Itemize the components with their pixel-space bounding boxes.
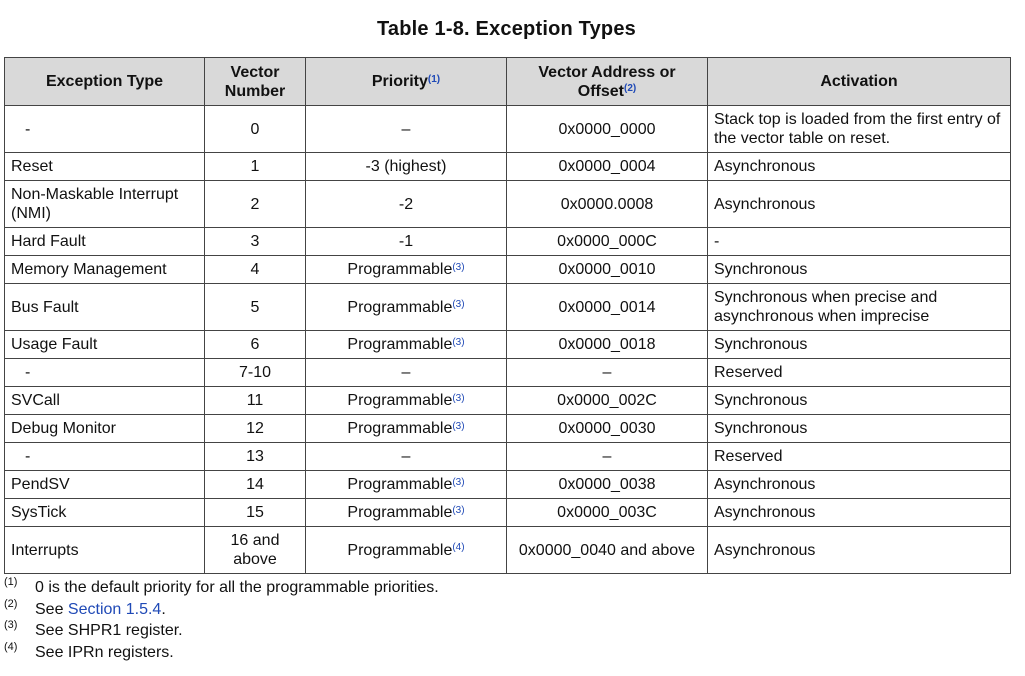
table-row — [5, 359, 1011, 387]
table-title: Table 1-8. Exception Types — [377, 18, 636, 40]
table-row — [5, 471, 1011, 499]
cell-activation: Asynchronous — [708, 153, 1011, 181]
footnote-ref-link[interactable]: (3) — [452, 504, 465, 516]
table-row — [5, 443, 1011, 471]
table-row — [5, 153, 1011, 181]
footnote-text: See Section 1.5.4. — [35, 600, 166, 618]
footnote-number: (4) — [4, 640, 18, 653]
cell-priority: – — [306, 359, 507, 387]
table-row — [5, 106, 1011, 153]
section-link[interactable]: Section 1.5.4 — [67, 600, 162, 618]
table-row — [5, 415, 1011, 443]
footnote-number: (3) — [4, 619, 18, 631]
cell-activation: Asynchronous — [708, 499, 1011, 527]
cell-activation: Synchronous — [708, 331, 1011, 359]
cell-priority: -3 (highest) — [306, 153, 507, 181]
table-row — [5, 527, 1011, 574]
cell-vector-number: 1 — [205, 153, 306, 181]
cell-vector-number: 3 — [205, 228, 306, 256]
cell-priority: -1 — [306, 228, 507, 256]
footnote-ref-2-link[interactable]: (2) — [624, 83, 637, 95]
cell-vector-number: 2 — [205, 181, 306, 228]
footnote-ref-link[interactable]: (3) — [452, 261, 465, 273]
table-header-row — [5, 58, 1011, 106]
cell-exception-type: Reset — [5, 153, 205, 181]
table-row — [5, 387, 1011, 415]
cell-exception-type: Hard Fault — [5, 228, 205, 256]
cell-vector-address: 0x0000_0004 — [507, 153, 708, 181]
header-vector-number: Vector Number — [205, 58, 306, 106]
cell-vector-address: 0x0000_000C — [507, 228, 708, 256]
cell-vector-number: 16 and above — [205, 527, 306, 574]
cell-activation: Asynchronous — [708, 471, 1011, 499]
cell-vector-number: 13 — [205, 443, 306, 471]
cell-vector-address: 0x0000_002C — [507, 387, 708, 415]
table-row — [5, 331, 1011, 359]
cell-vector-number: 4 — [205, 256, 306, 284]
table-row — [5, 256, 1011, 284]
cell-exception-type: Usage Fault — [5, 331, 205, 359]
cell-activation: Synchronous when precise and asynchronous when imprecise — [708, 284, 1011, 331]
cell-vector-number: 15 — [205, 499, 306, 527]
footnote-ref-1-link[interactable]: (1) — [427, 73, 441, 85]
footnote-ref-link[interactable]: (3) — [452, 420, 465, 432]
footnotes — [4, 577, 439, 663]
header-exception-type: Exception Type — [5, 58, 205, 106]
cell-priority: Programmable$^{(3)}$ — [306, 331, 507, 359]
table-row — [5, 181, 1011, 228]
cell-vector-number: 5 — [205, 284, 306, 331]
cell-exception-type: - — [5, 106, 205, 153]
table-row — [5, 499, 1011, 527]
table-row — [5, 284, 1011, 331]
cell-vector-address: 0x0000_0018 — [507, 331, 708, 359]
cell-exception-type: Non-Maskable Interrupt (NMI) — [5, 181, 205, 228]
cell-activation: Asynchronous — [708, 527, 1011, 574]
cell-vector-number: 12 — [205, 415, 306, 443]
footnote-1 — [4, 577, 439, 599]
cell-vector-number: 14 — [205, 471, 306, 499]
cell-vector-address: 0x0000_0040 and above — [507, 527, 708, 574]
cell-exception-type: SysTick — [5, 499, 205, 527]
cell-exception-type: Interrupts — [5, 527, 205, 574]
footnote-text: 0 is the default priority for all the programmable priorities. — [35, 579, 439, 596]
cell-priority: Programmable$^{(3)}$ — [306, 387, 507, 415]
cell-vector-address: 0x0000_003C — [507, 499, 708, 527]
footnote-ref-link[interactable]: (3) — [452, 299, 465, 311]
cell-vector-address: 0x0000_0000 — [507, 106, 708, 153]
cell-exception-type: - — [5, 443, 205, 471]
cell-exception-type: PendSV — [5, 471, 205, 499]
cell-priority: Programmable$^{(3)}$ — [306, 256, 507, 284]
footnote-text: See IPRn registers. — [35, 643, 174, 661]
cell-vector-address: 0x0000_0014 — [507, 284, 708, 331]
cell-activation: Reserved — [708, 443, 1011, 471]
table-row — [5, 228, 1011, 256]
cell-vector-address: 0x0000_0030 — [507, 415, 708, 443]
cell-vector-number: 0 — [205, 106, 306, 153]
footnote-2 — [4, 599, 439, 621]
footnote-4 — [4, 642, 439, 664]
footnote-number: (1) — [4, 576, 18, 588]
footnote-text: See SHPR1 register. — [35, 622, 183, 639]
cell-activation: Synchronous — [708, 415, 1011, 443]
cell-exception-type: Debug Monitor — [5, 415, 205, 443]
header-activation: Activation — [708, 58, 1011, 106]
cell-vector-address: – — [507, 359, 708, 387]
cell-vector-address: – — [507, 443, 708, 471]
cell-activation: Stack top is loaded from the first entry of the vector table on reset. — [708, 106, 1011, 153]
cell-priority: Programmable$^{(3)}$ — [306, 471, 507, 499]
header-priority: Priority$^{(1)}$ — [306, 58, 507, 106]
footnote-ref-link[interactable]: (3) — [452, 476, 465, 488]
cell-priority: – — [306, 106, 507, 153]
cell-exception-type: Bus Fault — [5, 284, 205, 331]
cell-activation: Reserved — [708, 359, 1011, 387]
cell-exception-type: Memory Management — [5, 256, 205, 284]
cell-vector-address: 0x0000_0010 — [507, 256, 708, 284]
cell-vector-address: 0x0000.0008 — [507, 181, 708, 228]
cell-priority: Programmable$^{(3)}$ — [306, 415, 507, 443]
cell-vector-number: 7-10 — [205, 359, 306, 387]
footnote-ref-link[interactable]: (3) — [452, 392, 465, 404]
cell-priority: Programmable$^{(3)}$ — [306, 284, 507, 331]
cell-exception-type: SVCall — [5, 387, 205, 415]
cell-exception-type: - — [5, 359, 205, 387]
footnote-ref-link[interactable]: (3) — [452, 336, 465, 348]
header-vector-address: Vector Address or Offset$^{(2)}$ — [507, 58, 708, 106]
cell-priority: Programmable$^{(4)}$ — [306, 527, 507, 574]
cell-vector-number: 6 — [205, 331, 306, 359]
cell-priority: -2 — [306, 181, 507, 228]
footnote-ref-link[interactable]: (4) — [452, 542, 465, 554]
exception-types-table — [4, 57, 1011, 574]
cell-activation: Synchronous — [708, 387, 1011, 415]
cell-vector-number: 11 — [205, 387, 306, 415]
cell-activation: - — [708, 228, 1011, 256]
cell-activation: Asynchronous — [708, 181, 1011, 228]
cell-priority: Programmable$^{(3)}$ — [306, 499, 507, 527]
footnote-3 — [4, 620, 439, 642]
cell-vector-address: 0x0000_0038 — [507, 471, 708, 499]
cell-activation: Synchronous — [708, 256, 1011, 284]
cell-priority: – — [306, 443, 507, 471]
footnote-number: (2) — [4, 597, 18, 610]
table-body — [5, 106, 1011, 574]
